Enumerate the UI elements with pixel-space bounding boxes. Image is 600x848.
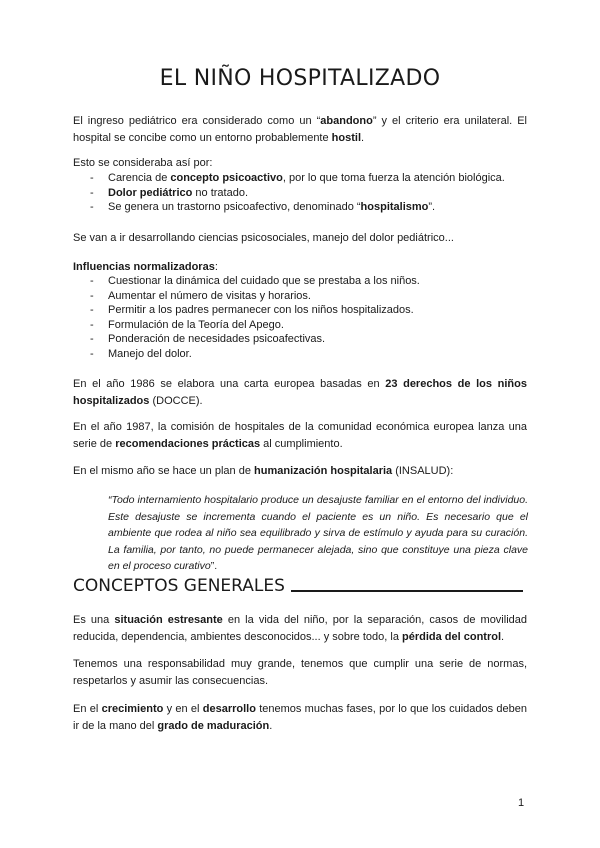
list-item: [73, 289, 527, 304]
list-item-text: Aumentar el número de visitas y horarios.: [108, 289, 311, 302]
text: ”.: [428, 201, 436, 214]
text: (INSALUD):: [392, 465, 454, 477]
paragraph-crecimiento: [73, 701, 527, 734]
list-item: [73, 347, 527, 362]
heading-rule: [291, 590, 523, 592]
bold-term: Dolor pediátrico: [108, 186, 193, 199]
dash-bullet: -: [90, 275, 94, 287]
paragraph-responsabilidad: Tenemos una responsabilidad muy grande, tenemos que cumplir una serie de normas, respetarlos y asumir las consecuencias.: [73, 658, 527, 687]
bold-term: abandono: [320, 115, 373, 127]
text: tenemos muchas fases, por lo que los cuidados deben ir de la mano del: [73, 703, 527, 732]
list-item-text: Ponderación de necesidades psicoafectivas.: [108, 333, 326, 346]
text: Se genera un trastorno psicoafectivo, denominado “: [108, 201, 361, 214]
list-item: [73, 171, 527, 186]
list-item: [73, 318, 527, 333]
text: .: [269, 719, 273, 732]
bold-term: recomendaciones prácticas: [115, 437, 261, 450]
dash-bullet: -: [90, 201, 94, 214]
dash-bullet: -: [90, 347, 94, 360]
text: En el año 1986 se elabora una carta europea basadas en: [73, 378, 386, 390]
text: En el mismo año se hace un plan de: [73, 465, 255, 477]
intro-paragraph: [73, 113, 527, 146]
list-item: [73, 200, 527, 215]
bold-term: 23 derechos de los niños hospitalizados: [73, 378, 527, 407]
text: En el año 1987, la comisión de hospitales de la comunidad económica europea lanza una serie de: [73, 421, 527, 450]
text: (DOCCE).: [149, 394, 203, 407]
bold-term: situación estresante: [114, 614, 223, 626]
esto-lead: Esto se consideraba así por:: [73, 157, 213, 169]
list-item: [73, 332, 527, 347]
bold-term: pérdida del control: [402, 630, 502, 643]
text: , por lo que toma fuerza la atención biológica.: [282, 172, 505, 184]
bold-term: hospitalismo: [360, 201, 429, 214]
quote-text: “Todo internamiento hospitalario produce un desajuste familiar en el entorno del individuo. Este desajuste se incrementa cuando el paciente es un niño. Es necesario que el ambiente que rodea al niño sea equilibrado y sirva de estímulo y ayuda para su curación. La familia, por tanto, no puede permanecer alejada, sino que constituye una pieza clave en el proceso curativo: [108, 494, 528, 572]
paragraph-1986: [73, 376, 527, 409]
bold-term: grado de maduración: [157, 719, 270, 732]
list-item: [73, 303, 527, 318]
quote-end: ”.: [210, 560, 218, 572]
ciencias-paragraph: Se van a ir desarrollando ciencias psicosociales, manejo del dolor pediátrico...: [73, 232, 454, 244]
bold-term: humanización hospitalaria: [254, 465, 393, 477]
text: El ingreso pediátrico era considerado como un “: [73, 115, 321, 127]
text: Es una: [73, 614, 115, 626]
paragraph-estresante: [73, 612, 527, 645]
bold-term: concepto psicoactivo: [170, 172, 283, 184]
dash-bullet: -: [90, 289, 94, 302]
dash-bullet: -: [90, 172, 94, 184]
text: Carencia de: [108, 172, 171, 184]
esto-list: [73, 171, 527, 215]
dash-bullet: -: [90, 186, 94, 199]
text: .: [361, 131, 365, 144]
bold-term: hostil: [331, 131, 362, 144]
page-number: 1: [518, 797, 525, 809]
list-item: [73, 274, 527, 289]
bold-heading: Influencias normalizadoras: [73, 261, 215, 273]
dash-bullet: -: [90, 333, 94, 346]
list-item-text: Permitir a los padres permanecer con los niños hospitalizados.: [108, 304, 414, 317]
influencias-list: [73, 274, 527, 362]
list-item: [73, 186, 527, 201]
text: .: [501, 630, 505, 643]
text: ” y el criterio era unilateral. El hospital se concibe como un entorno probablemente: [73, 115, 527, 144]
list-item-text: Formulación de la Teoría del Apego.: [108, 318, 284, 331]
dash-bullet: -: [90, 318, 94, 331]
dash-bullet: -: [90, 304, 94, 317]
paragraph-1987: [73, 419, 527, 452]
section-heading: CONCEPTOS GENERALES: [73, 576, 285, 596]
text: En el: [73, 703, 102, 715]
bold-term: desarrollo: [202, 703, 256, 715]
text: y en el: [163, 703, 203, 715]
bold-term: crecimiento: [101, 703, 164, 715]
text: no tratado.: [192, 186, 248, 199]
page-title: EL NIÑO HOSPITALIZADO: [159, 66, 441, 91]
list-item-text: Manejo del dolor.: [108, 347, 192, 360]
text: al cumplimiento.: [260, 437, 343, 450]
text: en la vida del niño, por la separación, casos de movilidad reducida, dependencia, ambientes desconocidos... y sobre todo, la: [73, 614, 527, 643]
list-item-text: Cuestionar la dinámica del cuidado que se prestaba a los niños.: [108, 275, 420, 287]
insalud-quote: [108, 492, 528, 575]
text: :: [214, 261, 218, 273]
paragraph-humanizacion: [73, 463, 527, 480]
